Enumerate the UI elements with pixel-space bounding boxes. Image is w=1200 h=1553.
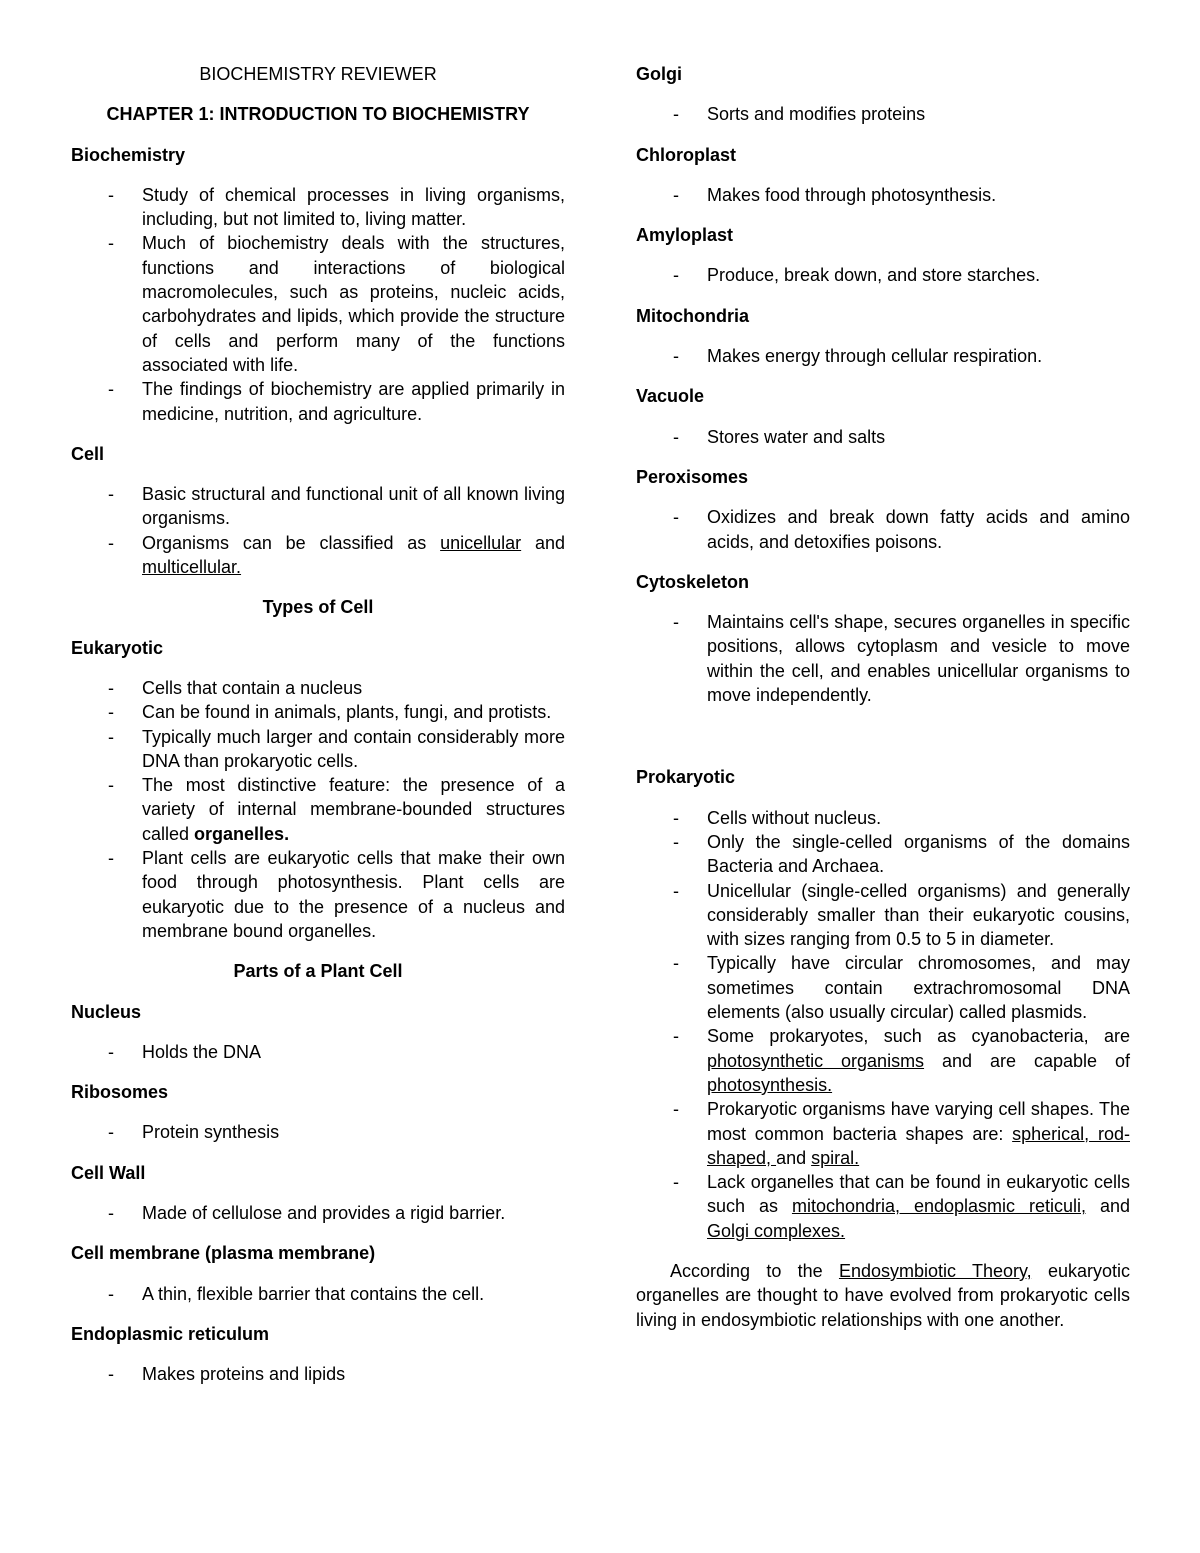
organelle-heading: Amyloplast — [636, 225, 734, 246]
section-heading-biochemistry: Biochemistry — [71, 144, 186, 165]
list-item — [636, 1024, 1130, 1097]
organelle-list — [71, 1362, 565, 1386]
list-item: - Can be found in animals, plants, fungi, and protists. — [71, 700, 565, 724]
underlined-term: Golgi complexes. — [707, 1220, 846, 1241]
list-item: - Unicellular (single-celled organisms) and generally considerably smaller than their eukaryotic cousins, with sizes ranging from 0.5 to 5 in diameter. — [636, 879, 1130, 952]
parts-of-plant-cell-title: Parts of a Plant Cell — [233, 961, 403, 982]
right-column — [636, 62, 1130, 1332]
biochemistry-list — [71, 183, 565, 426]
list-item: - Made of cellulose and provides a rigid barrier. — [71, 1201, 565, 1225]
list-item: - Only the single-celled organisms of the domains Bacteria and Archaea. — [636, 830, 1130, 879]
organelle-heading: Vacuole — [636, 386, 705, 407]
underlined-term: Endosymbiotic Theory, — [838, 1260, 1032, 1281]
list-item: - Cells that contain a nucleus — [71, 676, 565, 700]
organelle-heading: Chloroplast — [636, 144, 737, 165]
text-run: and — [1086, 1196, 1130, 1217]
list-item: - Stores water and salts — [636, 425, 1130, 449]
organelle-list — [71, 1040, 565, 1064]
list-item: - Oxidizes and break down fatty acids and amino acids, and detoxifies poisons. — [636, 505, 1130, 554]
organelle-heading: Nucleus — [71, 1001, 142, 1022]
text-run: The most distinctive feature: the presence of a variety of internal membrane-bounded structures called — [142, 775, 565, 844]
cell-list — [71, 482, 565, 579]
list-item: - Typically much larger and contain considerably more DNA than prokaryotic cells. — [71, 725, 565, 774]
organelle-heading: Cell membrane (plasma membrane) — [71, 1243, 376, 1264]
organelle-list — [636, 505, 1130, 554]
list-item — [636, 1097, 1130, 1170]
chapter-title: CHAPTER 1: INTRODUCTION TO BIOCHEMISTRY — [106, 104, 530, 125]
organelle-list — [636, 425, 1130, 449]
endosymbiotic-paragraph — [636, 1259, 1130, 1332]
underlined-term: unicellular — [440, 532, 522, 553]
eukaryotic-list — [71, 676, 565, 943]
list-item: - Holds the DNA — [71, 1040, 565, 1064]
text-run: and — [521, 532, 565, 553]
list-item: - Makes proteins and lipids — [71, 1362, 565, 1386]
list-item — [71, 531, 565, 580]
list-item: - Protein synthesis — [71, 1120, 565, 1144]
organelle-list — [71, 1201, 565, 1225]
prokaryotic-list — [636, 806, 1130, 1243]
document-title: BIOCHEMISTRY REVIEWER — [199, 64, 437, 84]
section-heading-eukaryotic: Eukaryotic — [71, 637, 164, 658]
organelle-heading: Mitochondria — [636, 305, 749, 326]
text-run: and are capable of — [924, 1050, 1130, 1071]
list-item: - Makes food through photosynthesis. — [636, 183, 1130, 207]
list-item: - Typically have circular chromosomes, and may sometimes contain extrachromosomal DNA elements (also usually circular) called plasmids. — [636, 951, 1130, 1024]
organelle-list — [71, 1120, 565, 1144]
text-run: Some prokaryotes, such as cyanobacteria, are — [707, 1026, 1130, 1047]
underlined-term: photosynthetic organisms — [707, 1050, 925, 1071]
underlined-term: spiral. — [811, 1147, 860, 1168]
organelle-heading: Peroxisomes — [636, 466, 749, 487]
organelle-heading: Cytoskeleton — [636, 571, 750, 592]
list-item: - Maintains cell's shape, secures organelles in specific positions, allows cytoplasm and vesicle to move within the cell, and enables unicellular organisms to move independently. — [636, 610, 1130, 707]
list-item: - Cells without nucleus. — [636, 806, 1130, 830]
list-item: - Study of chemical processes in living organisms, including, but not limited to, living matter. — [71, 183, 565, 232]
text-run: Lack organelles that can be found in eukaryotic cells such as — [707, 1172, 1130, 1217]
organelle-heading: Ribosomes — [71, 1082, 169, 1103]
list-item — [71, 773, 565, 846]
organelle-list — [636, 344, 1130, 368]
underlined-term: multicellular. — [142, 557, 242, 578]
list-item: - Makes energy through cellular respiration. — [636, 344, 1130, 368]
list-item: - Sorts and modifies proteins — [636, 102, 1130, 126]
list-item: - Produce, break down, and store starches. — [636, 263, 1130, 287]
section-heading-cell: Cell — [71, 443, 105, 464]
list-item — [636, 1170, 1130, 1243]
organelle-list — [636, 610, 1130, 707]
text-run: According to the — [670, 1260, 839, 1281]
list-item: - Much of biochemistry deals with the structures, functions and interactions of biological macromolecules, such as proteins, nucleic acids, carbohydrates and lipids, which provide the structure of cells and perform many of the functions associated with life. — [71, 231, 565, 377]
organelle-list — [636, 263, 1130, 287]
organelle-list — [636, 183, 1130, 207]
text-run: eukaryotic organelles are thought to have evolved from prokaryotic cells living in endosymbiotic relationships with one another. — [636, 1260, 1130, 1330]
list-item: - Plant cells are eukaryotic cells that make their own food through photosynthesis. Plant cells are eukaryotic due to the presence of a nucleus and membrane bound organelles. — [71, 846, 565, 943]
list-item: - The findings of biochemistry are applied primarily in medicine, nutrition, and agriculture. — [71, 377, 565, 426]
text-run: Organisms can be classified as — [142, 532, 441, 553]
underlined-term: mitochondria, endoplasmic reticuli, — [791, 1196, 1086, 1217]
left-column — [71, 62, 565, 1386]
section-heading-prokaryotic: Prokaryotic — [636, 767, 736, 788]
underlined-term: photosynthesis. — [707, 1074, 833, 1095]
organelle-list — [71, 1282, 565, 1306]
underlined-term: spherical, rod-shaped, — [707, 1123, 1130, 1168]
organelle-list — [636, 102, 1130, 126]
organelle-heading: Golgi — [636, 64, 682, 84]
list-item: - Basic structural and functional unit of all known living organisms. — [71, 482, 565, 531]
organelle-heading: Endoplasmic reticulum — [71, 1323, 270, 1344]
text-run: Prokaryotic organisms have varying cell shapes. The most common bacteria shapes are: — [707, 1099, 1130, 1144]
text-run: and — [776, 1147, 812, 1168]
organelle-heading: Cell Wall — [71, 1162, 146, 1183]
list-item: - A thin, flexible barrier that contains the cell. — [71, 1282, 565, 1306]
bold-term: organelles. — [194, 823, 290, 844]
types-of-cell-title: Types of Cell — [262, 597, 374, 618]
